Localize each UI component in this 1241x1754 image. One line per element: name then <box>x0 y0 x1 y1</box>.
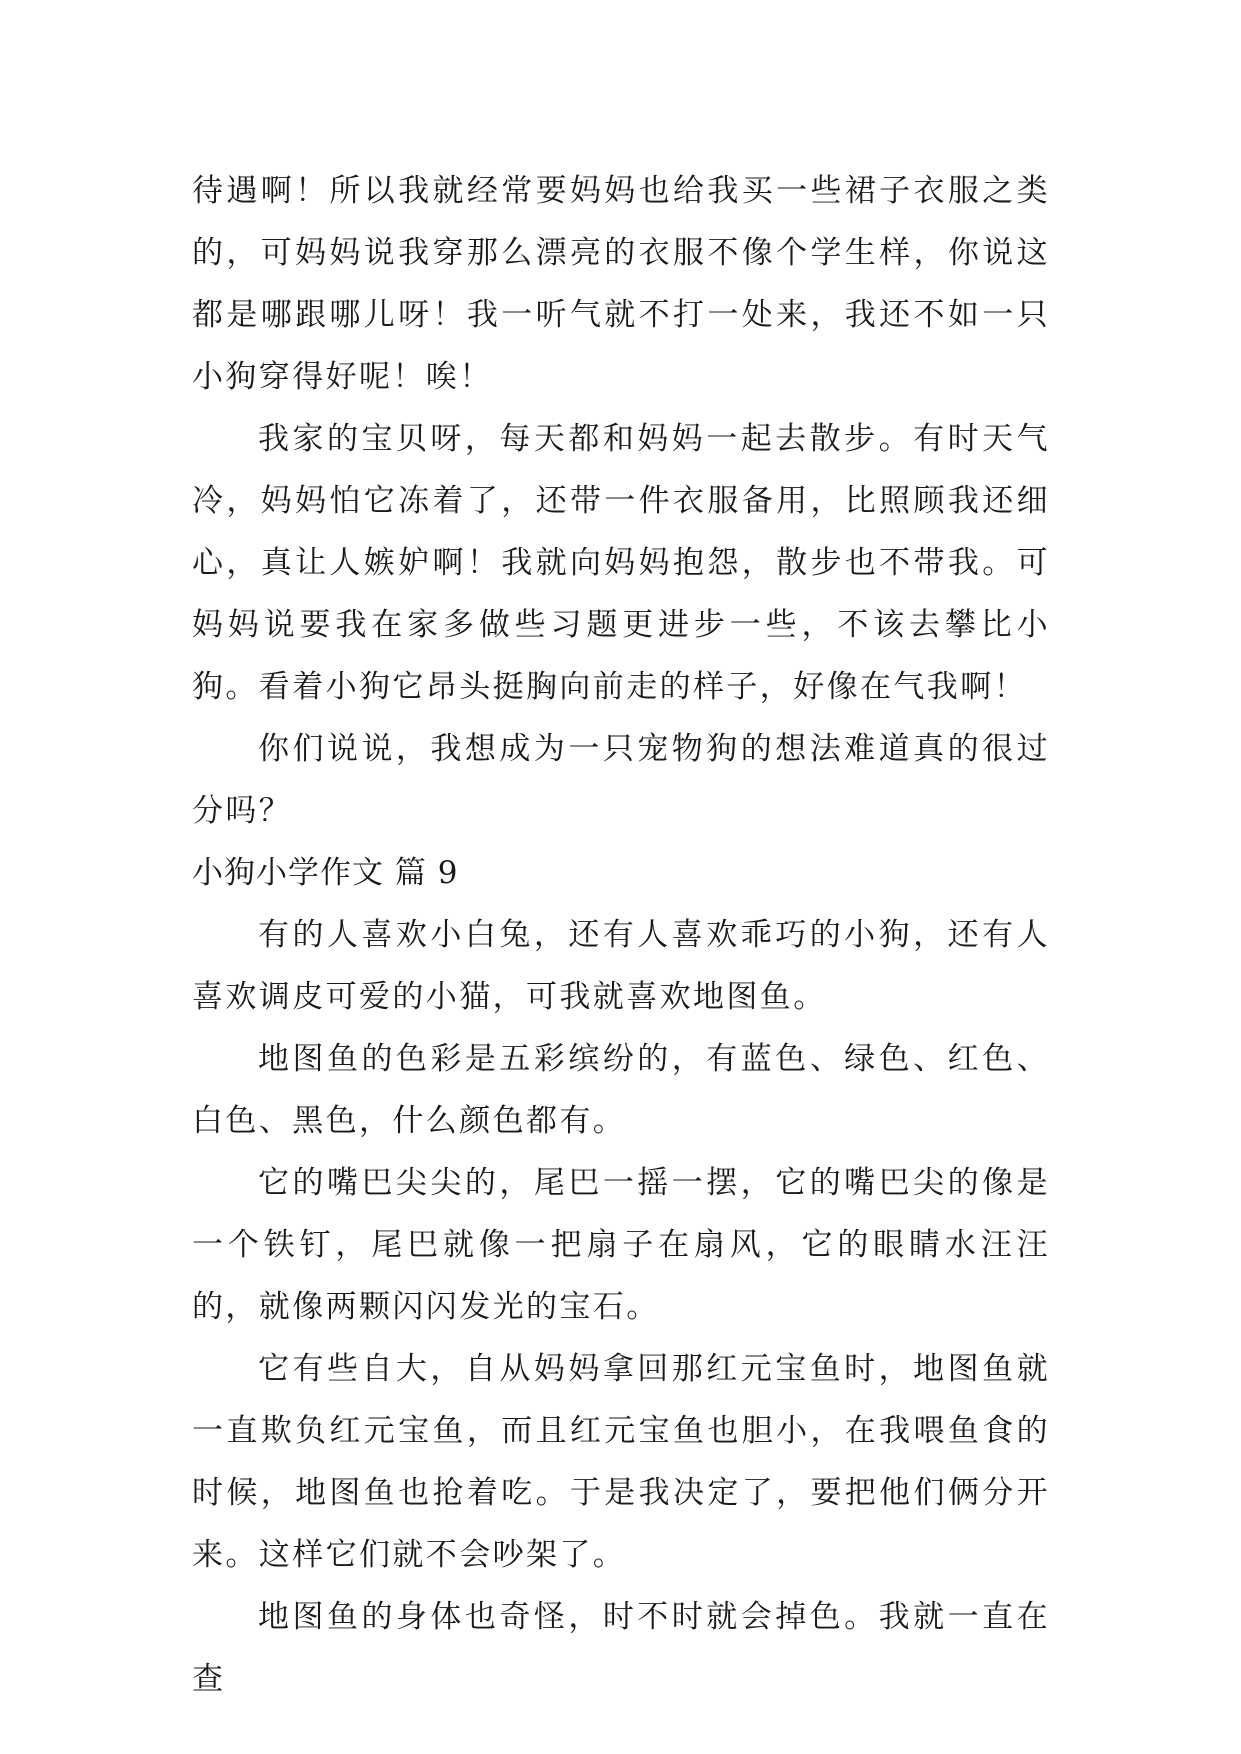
paragraph-continuation: 待遇啊！所以我就经常要妈妈也给我买一些裙子衣服之类的，可妈妈说我穿那么漂亮的衣服不像个学生样，你说这都是哪跟哪儿呀！我一听气就不打一处来，我还不如一只小狗穿得好呢！唉！ <box>192 173 1050 395</box>
paragraph-likes: 有的人喜欢小白兔，还有人喜欢乖巧的小狗，还有人喜欢调皮可爱的小猫，可我就喜欢地图鱼。 <box>192 917 1050 1015</box>
paragraph-question: 你们说说，我想成为一只宠物狗的想法难道真的很过分吗？ <box>192 731 1050 829</box>
paragraph-appearance: 它的嘴巴尖尖的，尾巴一摇一摆，它的嘴巴尖的像是一个铁钉，尾巴就像一把扇子在扇风，它的眼睛水汪汪的，就像两颗闪闪发光的宝石。 <box>192 1165 1050 1325</box>
paragraph-pet-walk: 我家的宝贝呀，每天都和妈妈一起去散步。有时天气冷，妈妈怕它冻着了，还带一件衣服备用，比照顾我还细心，真让人嫉妒啊！我就向妈妈抱怨，散步也不带我。可妈妈说要我在家多做些习题更进步一些，不该去攀比小狗。看着小狗它昂头挺胸向前走的样子，好像在气我啊！ <box>192 421 1050 705</box>
paragraph-behavior: 它有些自大，自从妈妈拿回那红元宝鱼时，地图鱼就一直欺负红元宝鱼，而且红元宝鱼也胆小，在我喂鱼食的时候，地图鱼也抢着吃。于是我决定了，要把他们俩分开来。这样它们就不会吵架了。 <box>192 1351 1050 1573</box>
paragraph-colors: 地图鱼的色彩是五彩缤纷的，有蓝色、绿色、红色、白色、黑色，什么颜色都有。 <box>192 1041 1050 1139</box>
section-title: 小狗小学作文 篇 9 <box>192 855 459 891</box>
document-body <box>192 160 1050 1710</box>
paragraph-body-color: 地图鱼的身体也奇怪，时不时就会掉色。我就一直在查 <box>192 1599 1050 1697</box>
